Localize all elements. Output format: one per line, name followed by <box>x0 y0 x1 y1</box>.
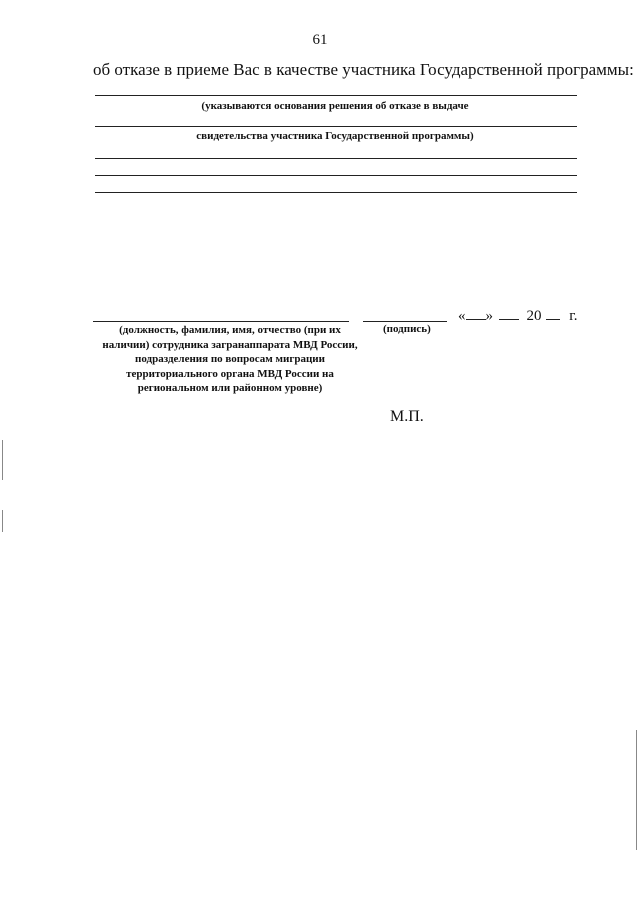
position-signature-line <box>93 321 349 322</box>
scan-edge-mark-left-2 <box>2 510 3 532</box>
date-close-quote: » <box>485 308 493 324</box>
date-open-quote: « <box>458 308 466 324</box>
date-field <box>458 305 577 325</box>
year-blank <box>546 305 560 320</box>
day-blank <box>466 305 486 320</box>
reason-line-1 <box>95 95 577 96</box>
stamp-place: М.П. <box>390 408 424 425</box>
position-caption: (должность, фамилия, имя, отчество (при их наличии) сотрудника загранаппарата МВД России, подразделения по вопросам миграции территориального органа МВД России на региональном или районном уровне) <box>102 324 358 394</box>
signature-line <box>363 321 447 322</box>
reason-line-4 <box>95 175 577 176</box>
year-suffix: г. <box>569 308 578 324</box>
signature-caption: (подпись) <box>383 323 431 335</box>
page-number: 61 <box>312 32 328 48</box>
reason-line-5 <box>95 192 577 193</box>
reason-line-2 <box>95 126 577 127</box>
year-prefix: 20 <box>526 308 542 324</box>
scan-edge-mark-left-1 <box>2 440 3 480</box>
document-heading: об отказе в приеме Вас в качестве участника Государственной программы: <box>93 60 634 79</box>
reason-hint-line-2: свидетельства участника Государственной программы) <box>196 130 474 142</box>
reason-hint-line-1: (указываются основания решения об отказе в выдаче <box>201 100 469 112</box>
scan-edge-mark-right <box>636 730 637 850</box>
reason-line-3 <box>95 158 577 159</box>
month-blank <box>499 305 519 320</box>
